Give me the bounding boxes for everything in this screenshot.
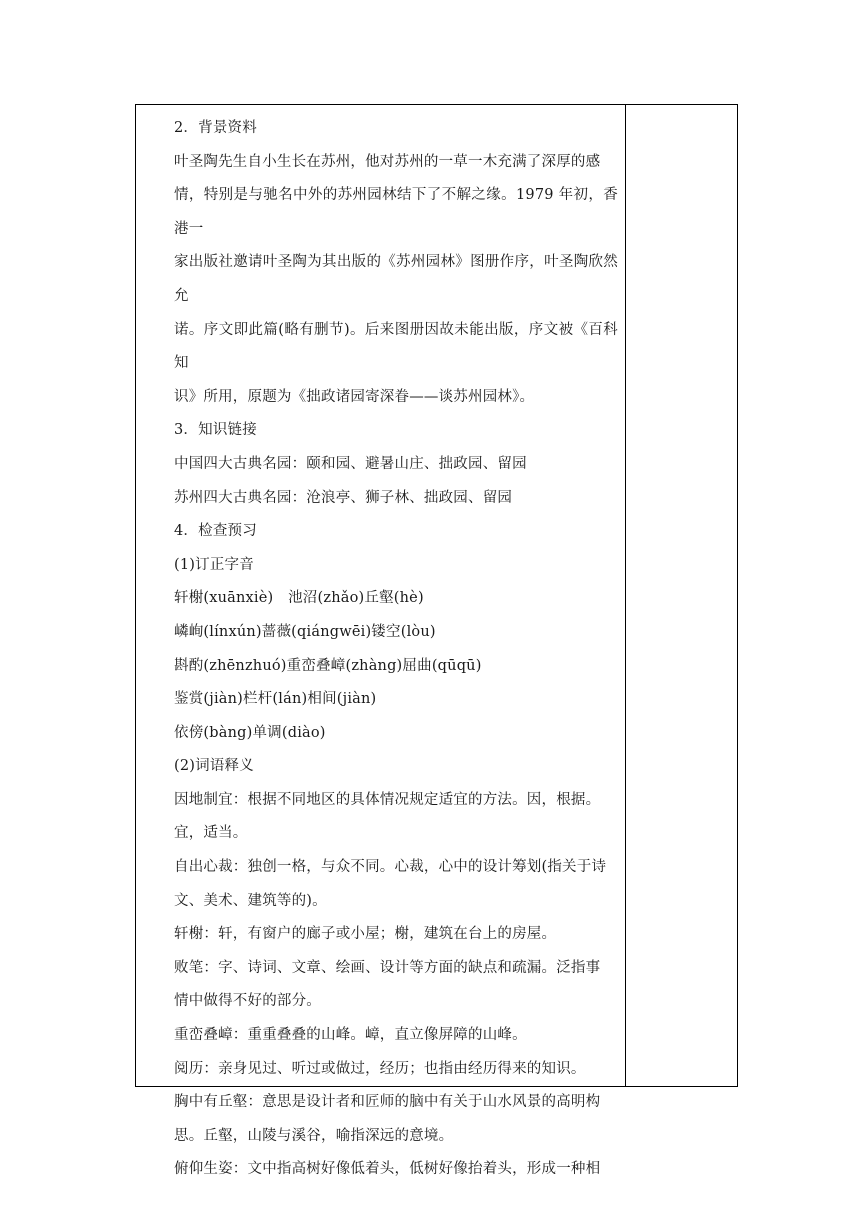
pinyin-line: 轩榭(xuānxiè) 池沼(zhǎo)丘壑(hè) bbox=[174, 590, 424, 607]
notes-column bbox=[626, 105, 737, 1086]
text-line: 家出版社邀请叶圣陶为其出版的《苏州园林》图册作序，叶圣陶欣然允 bbox=[174, 254, 618, 304]
pinyin-line: 斟酌(zhēnzhuó)重峦叠嶂(zhàng)屈曲(qūqū) bbox=[174, 657, 482, 674]
definition-line: 文、美术、建筑等的)。 bbox=[174, 892, 327, 909]
pinyin-line: 嶙峋(línxún)蔷薇(qiángwēi)镂空(lòu) bbox=[174, 623, 436, 640]
definition-line: 自出心裁：独创一格，与众不同。心裁，心中的设计筹划(指关于诗 bbox=[174, 859, 607, 876]
text-line: 诺。序文即此篇(略有删节)。后来图册因故未能出版，序文被《百科知 bbox=[174, 321, 618, 372]
definition-line: 败笔：字、诗词、文章、绘画、设计等方面的缺点和疏漏。泛指事 bbox=[174, 959, 601, 976]
section-heading: 3．知识链接 bbox=[174, 422, 257, 439]
definition-line: 思。丘壑，山陵与溪谷，喻指深远的意境。 bbox=[174, 1127, 454, 1144]
main-text bbox=[174, 112, 618, 1187]
pinyin-line: 依傍(bàng)单调(diào) bbox=[174, 724, 326, 741]
section-heading: 2．背景资料 bbox=[174, 120, 257, 136]
definition-line: 胸中有丘壑：意思是设计者和匠师的脑中有关于山水风景的高明构 bbox=[174, 1094, 601, 1111]
section-heading: 4．检查预习 bbox=[174, 523, 257, 540]
subsection-heading: (2)词语释义 bbox=[174, 758, 254, 775]
definition-line: 轩榭：轩，有窗户的廊子或小屋；榭，建筑在台上的房屋。 bbox=[174, 926, 557, 943]
text-line: 苏州四大古典名园：沧浪亭、狮子林、拙政园、留园 bbox=[174, 489, 513, 506]
text-line: 中国四大古典名园：颐和园、避暑山庄、拙政园、留园 bbox=[174, 455, 527, 472]
definition-line: 因地制宜：根据不同地区的具体情况规定适宜的方法。因，根据。 bbox=[174, 791, 601, 808]
definition-line: 重峦叠嶂：重重叠叠的山峰。嶂，直立像屏障的山峰。 bbox=[174, 1027, 527, 1044]
definition-line: 情中做得不好的部分。 bbox=[174, 993, 321, 1010]
definition-line: 俯仰生姿：文中指高树好像低着头，低树好像抬着头，形成一种相 bbox=[174, 1161, 601, 1178]
text-line: 情，特别是与驰名中外的苏州园林结下了不解之缘。1979 年初，香港一 bbox=[174, 187, 618, 237]
definition-line: 阅历：亲身见过、听过或做过，经历；也指由经历得来的知识。 bbox=[174, 1060, 586, 1077]
text-line: 识》所用，原题为《拙政诸园寄深眷——谈苏州园林》。 bbox=[174, 388, 535, 405]
text-line: 叶圣陶先生自小生长在苏州，他对苏州的一草一木充满了深厚的感 bbox=[174, 153, 601, 170]
pinyin-line: 鉴赏(jiàn)栏杆(lán)相间(jiàn) bbox=[174, 691, 377, 708]
subsection-heading: (1)订正字音 bbox=[174, 556, 254, 573]
document-table bbox=[135, 104, 738, 1178]
definition-line: 宜，适当。 bbox=[174, 825, 248, 842]
